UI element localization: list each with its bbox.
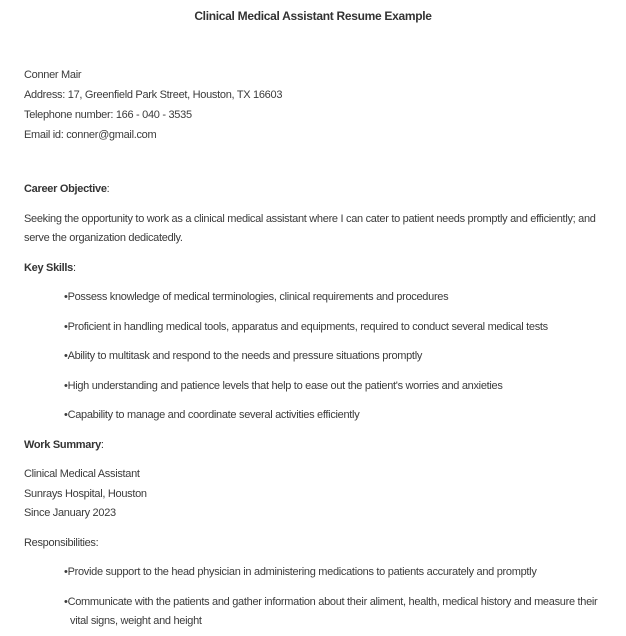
key-skills-colon: : xyxy=(72,261,76,274)
key-skill-item xyxy=(24,377,602,397)
page-title: Clinical Medical Assistant Resume Example xyxy=(194,9,432,23)
bullet-icon: • xyxy=(64,291,68,303)
responsibility-text: Provide support to the head physician in administering medications to patients accurately and promptly xyxy=(67,566,537,578)
contact-email: Email id: conner@gmail.com xyxy=(24,129,157,141)
key-skill-text: High understanding and patience levels that help to ease out the patient's worries and anxieties xyxy=(67,379,503,392)
bullet-icon: • xyxy=(64,379,68,392)
bullet-icon: • xyxy=(64,409,68,421)
work-summary-heading xyxy=(24,436,602,456)
work-summary-job-title: Clinical Medical Assistant xyxy=(24,468,140,480)
key-skill-text: Ability to multitask and respond to the needs and pressure situations promptly xyxy=(67,350,423,362)
key-skill-item xyxy=(24,347,602,367)
responsibilities-heading: Responsibilities: xyxy=(24,536,99,549)
bullet-icon: • xyxy=(64,595,68,608)
work-summary-duration: Since January 2023 xyxy=(24,507,116,519)
key-skill-text: Possess knowledge of medical terminologies, clinical requirements and procedures xyxy=(67,291,449,303)
career-objective-text: Seeking the opportunity to work as a clinical medical assistant where I can cater to patient needs promptly and efficiently; and serve the organization dedicatedly. xyxy=(24,212,596,244)
key-skills-heading xyxy=(24,259,602,279)
bullet-icon: • xyxy=(64,350,68,362)
work-summary-employer: Sunrays Hospital, Houston xyxy=(24,487,147,500)
bullet-icon: • xyxy=(64,566,68,578)
key-skill-item xyxy=(24,318,602,338)
work-summary-label: Work Summary xyxy=(24,438,101,451)
contact-block xyxy=(24,65,602,145)
key-skill-text: Capability to manage and coordinate several activities efficiently xyxy=(67,409,360,421)
key-skill-item xyxy=(24,288,602,308)
responsibility-item xyxy=(24,563,602,583)
key-skill-text: Proficient in handling medical tools, apparatus and equipments, required to conduct several medical tests xyxy=(67,320,548,333)
responsibility-item xyxy=(24,593,602,632)
career-objective-label: Career Objective xyxy=(24,183,107,195)
career-objective-colon: : xyxy=(106,183,110,195)
contact-address: Address: 17, Greenfield Park Street, Houston, TX 16603 xyxy=(24,89,283,101)
responsibility-text: Communicate with the patients and gather information about their aliment, health, medical history and measure their vital signs, weight and height xyxy=(67,595,598,627)
key-skills-label: Key Skills xyxy=(24,261,73,274)
contact-name: Conner Mair xyxy=(24,69,82,81)
key-skill-item xyxy=(24,406,602,426)
career-objective-heading xyxy=(24,180,602,200)
work-summary-colon: : xyxy=(100,438,104,451)
work-summary-block xyxy=(24,465,602,524)
bullet-icon: • xyxy=(64,320,68,333)
contact-telephone: Telephone number: 166 - 040 - 3535 xyxy=(24,109,192,121)
